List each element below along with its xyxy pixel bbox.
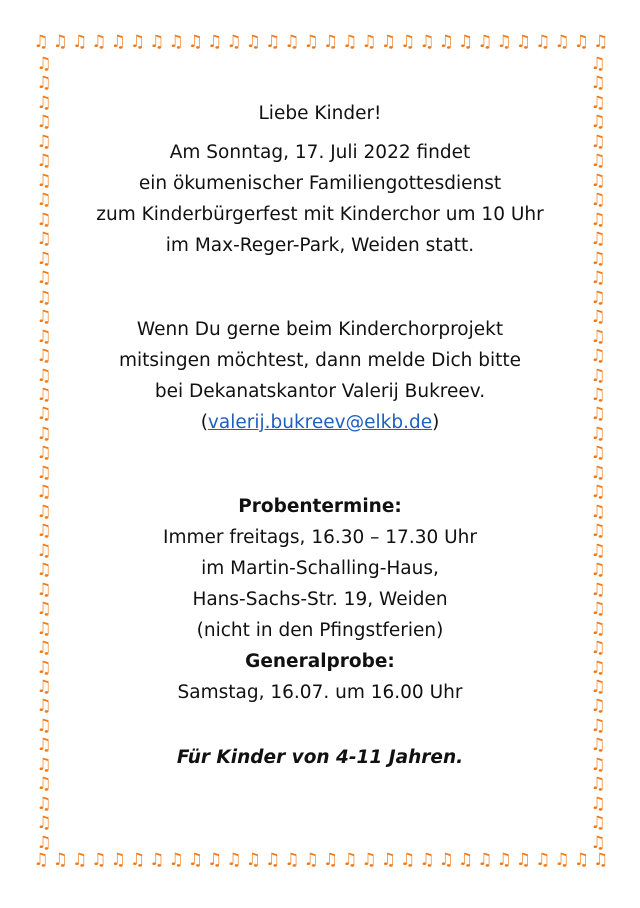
music-note-icon: ♫ (36, 92, 52, 113)
music-note-icon: ♫ (590, 754, 606, 775)
music-note-icon: ♫ (36, 774, 52, 795)
music-note-icon: ♫ (322, 31, 339, 52)
music-note-icon: ♫ (36, 190, 52, 211)
music-note-icon: ♫ (590, 715, 606, 736)
music-note-icon: ♫ (438, 31, 454, 52)
music-note-icon: ♫ (36, 618, 52, 639)
music-note-icon: ♫ (245, 31, 261, 52)
signup-line: bei Dekanatskantor Valerij Bukreev. (154, 381, 486, 402)
music-note-icon: ♫ (590, 501, 606, 522)
music-note-icon: ♫ (36, 813, 52, 834)
music-note-icon: ♫ (36, 501, 52, 522)
music-note-icon: ♫ (438, 849, 454, 870)
music-note-icon: ♫ (592, 849, 609, 870)
music-note-icon: ♫ (590, 540, 606, 561)
intro-line: im Max-Reger-Park, Weiden statt. (165, 235, 475, 256)
music-note-icon: ♫ (36, 248, 52, 269)
music-note-icon: ♫ (590, 696, 606, 717)
music-note-icon: ♫ (110, 31, 126, 52)
music-note-icon: ♫ (590, 229, 606, 250)
music-note-icon: ♫ (36, 307, 52, 328)
music-note-icon: ♫ (515, 849, 532, 870)
music-note-icon: ♫ (496, 849, 512, 870)
music-note-icon: ♫ (33, 849, 49, 870)
music-note-icon: ♫ (36, 365, 52, 386)
music-note-icon: ♫ (52, 31, 68, 52)
music-note-icon: ♫ (535, 31, 551, 52)
music-note-icon: ♫ (361, 849, 377, 870)
music-note-icon: ♫ (207, 849, 223, 870)
music-note-icon: ♫ (554, 31, 570, 52)
music-note-icon: ♫ (590, 307, 606, 328)
music-note-icon: ♫ (590, 404, 606, 425)
music-note-icon: ♫ (36, 229, 52, 250)
music-note-icon: ♫ (36, 560, 52, 581)
open-paren: ( (200, 412, 208, 433)
music-note-icon: ♫ (342, 31, 358, 52)
music-note-icon: ♫ (592, 31, 609, 52)
music-note-icon: ♫ (380, 31, 396, 52)
music-note-icon: ♫ (91, 849, 107, 870)
music-note-icon: ♫ (590, 638, 606, 659)
rehearsal-line: (nicht in den Pfingstferien) (196, 620, 444, 641)
music-note-icon: ♫ (590, 346, 606, 367)
music-note-icon: ♫ (590, 677, 606, 697)
music-note-icon: ♫ (36, 73, 52, 94)
music-note-icon: ♫ (36, 696, 52, 717)
music-note-icon: ♫ (36, 346, 52, 367)
music-note-icon: ♫ (168, 31, 184, 52)
music-note-icon: ♫ (590, 560, 606, 581)
contact-line (60, 407, 580, 438)
intro-line: ein ökumenischer Familiengottesdienst (138, 173, 502, 194)
music-note-icon: ♫ (36, 657, 52, 678)
music-note-icon: ♫ (590, 190, 606, 211)
music-note-icon: ♫ (52, 849, 68, 870)
greeting: Liebe Kinder! (258, 103, 382, 124)
music-note-icon: ♫ (573, 31, 589, 52)
music-note-icon: ♫ (187, 31, 203, 52)
music-note-icon: ♫ (245, 849, 261, 870)
music-note-icon: ♫ (264, 31, 281, 52)
music-note-icon: ♫ (226, 849, 242, 870)
music-note-icon: ♫ (226, 31, 242, 52)
music-note-icon: ♫ (36, 832, 52, 852)
music-note-icon: ♫ (342, 849, 358, 870)
music-note-icon: ♫ (36, 112, 52, 133)
music-note-icon: ♫ (590, 365, 606, 386)
dress-rehearsal-line: Samstag, 16.07. um 16.00 Uhr (177, 682, 463, 703)
music-note-icon: ♫ (590, 209, 606, 230)
music-note-icon: ♫ (149, 31, 165, 52)
border-bottom (32, 848, 610, 872)
border-left (32, 56, 56, 852)
music-note-icon: ♫ (303, 849, 319, 870)
music-note-icon: ♫ (400, 849, 416, 870)
music-note-icon: ♫ (207, 31, 223, 52)
music-note-icon: ♫ (71, 849, 88, 870)
music-note-icon: ♫ (590, 599, 606, 620)
music-note-icon: ♫ (590, 56, 606, 74)
music-note-icon: ♫ (36, 540, 52, 561)
music-note-icon: ♫ (36, 268, 52, 289)
music-note-icon: ♫ (590, 813, 606, 834)
flyer-content (60, 98, 580, 773)
border-right (586, 56, 610, 852)
music-note-icon: ♫ (36, 462, 52, 483)
music-note-icon: ♫ (590, 112, 606, 133)
border-top (32, 30, 610, 54)
music-note-icon: ♫ (590, 73, 606, 94)
music-note-icon: ♫ (590, 443, 606, 464)
music-note-icon: ♫ (590, 423, 606, 444)
music-note-icon: ♫ (36, 735, 52, 756)
music-note-icon: ♫ (590, 384, 606, 405)
music-note-icon: ♫ (36, 443, 52, 464)
signup-line: Wenn Du gerne beim Kinderchorprojekt (136, 319, 504, 340)
music-note-icon: ♫ (187, 849, 203, 870)
music-note-icon: ♫ (36, 131, 52, 152)
music-note-icon: ♫ (36, 677, 52, 697)
music-note-icon: ♫ (361, 31, 377, 52)
music-note-icon: ♫ (36, 56, 52, 74)
music-note-icon: ♫ (590, 462, 606, 483)
music-note-icon: ♫ (477, 31, 493, 52)
music-note-icon: ♫ (36, 384, 52, 405)
music-note-icon: ♫ (590, 482, 606, 503)
music-note-icon: ♫ (36, 482, 52, 503)
music-note-icon: ♫ (36, 209, 52, 230)
music-note-icon: ♫ (477, 849, 493, 870)
music-note-icon: ♫ (36, 423, 52, 444)
music-note-icon: ♫ (457, 31, 474, 52)
music-note-icon: ♫ (264, 849, 281, 870)
rehearsal-line: Hans-Sachs-Str. 19, Weiden (192, 589, 448, 610)
music-note-icon: ♫ (129, 31, 146, 52)
music-note-icon: ♫ (590, 618, 606, 639)
music-note-icon: ♫ (36, 793, 52, 814)
music-note-icon: ♫ (590, 268, 606, 289)
music-note-icon: ♫ (149, 849, 165, 870)
music-note-icon: ♫ (36, 599, 52, 620)
music-note-icon: ♫ (590, 657, 606, 678)
music-note-icon: ♫ (573, 849, 589, 870)
music-note-icon: ♫ (36, 638, 52, 659)
music-note-icon: ♫ (535, 849, 551, 870)
rehearsal-line: Immer freitags, 16.30 – 17.30 Uhr (162, 527, 478, 548)
rehearsals-heading: Probentermine: (238, 496, 402, 517)
close-paren: ) (432, 412, 440, 433)
music-note-icon: ♫ (36, 579, 52, 600)
music-note-icon: ♫ (590, 326, 606, 347)
music-note-icon: ♫ (590, 151, 606, 172)
music-note-icon: ♫ (284, 31, 300, 52)
music-note-icon: ♫ (419, 849, 435, 870)
age-note: Für Kinder von 4-11 Jahren. (176, 747, 464, 768)
music-note-icon: ♫ (168, 849, 184, 870)
music-note-icon: ♫ (36, 404, 52, 425)
music-note-icon: ♫ (36, 287, 52, 308)
email-link[interactable]: valerij.bukreev@elkb.de (207, 412, 433, 433)
music-note-icon: ♫ (91, 31, 107, 52)
music-note-icon: ♫ (322, 849, 339, 870)
music-note-icon: ♫ (590, 287, 606, 308)
music-note-icon: ♫ (36, 715, 52, 736)
music-note-icon: ♫ (33, 31, 49, 52)
intro-line: Am Sonntag, 17. Juli 2022 findet (169, 142, 471, 163)
rehearsal-line: im Martin-Schalling-Haus, (201, 558, 439, 579)
music-note-icon: ♫ (590, 735, 606, 756)
music-note-icon: ♫ (36, 521, 52, 542)
music-note-icon: ♫ (590, 92, 606, 113)
music-note-icon: ♫ (590, 579, 606, 600)
signup-line: mitsingen möchtest, dann melde Dich bitte (118, 350, 522, 371)
music-note-icon: ♫ (36, 151, 52, 172)
music-note-icon: ♫ (590, 832, 606, 852)
intro-line: zum Kinderbürgerfest mit Kinderchor um 10 Uhr (96, 204, 544, 225)
music-note-icon: ♫ (36, 326, 52, 347)
music-note-icon: ♫ (590, 170, 606, 191)
music-note-icon: ♫ (590, 248, 606, 269)
music-note-icon: ♫ (110, 849, 126, 870)
music-note-icon: ♫ (303, 31, 319, 52)
music-note-icon: ♫ (380, 849, 396, 870)
music-note-icon: ♫ (590, 131, 606, 152)
music-note-icon: ♫ (515, 31, 532, 52)
music-note-icon: ♫ (400, 31, 416, 52)
music-note-icon: ♫ (590, 521, 606, 542)
music-note-icon: ♫ (36, 754, 52, 775)
music-note-icon: ♫ (496, 31, 512, 52)
music-note-icon: ♫ (457, 849, 474, 870)
music-note-icon: ♫ (71, 31, 88, 52)
music-note-icon: ♫ (554, 849, 570, 870)
music-note-icon: ♫ (284, 849, 300, 870)
music-note-icon: ♫ (590, 774, 606, 795)
music-note-icon: ♫ (36, 170, 52, 191)
music-note-icon: ♫ (419, 31, 435, 52)
music-note-icon: ♫ (129, 849, 146, 870)
music-note-icon: ♫ (590, 793, 606, 814)
dress-rehearsal-heading: Generalprobe: (245, 651, 395, 672)
